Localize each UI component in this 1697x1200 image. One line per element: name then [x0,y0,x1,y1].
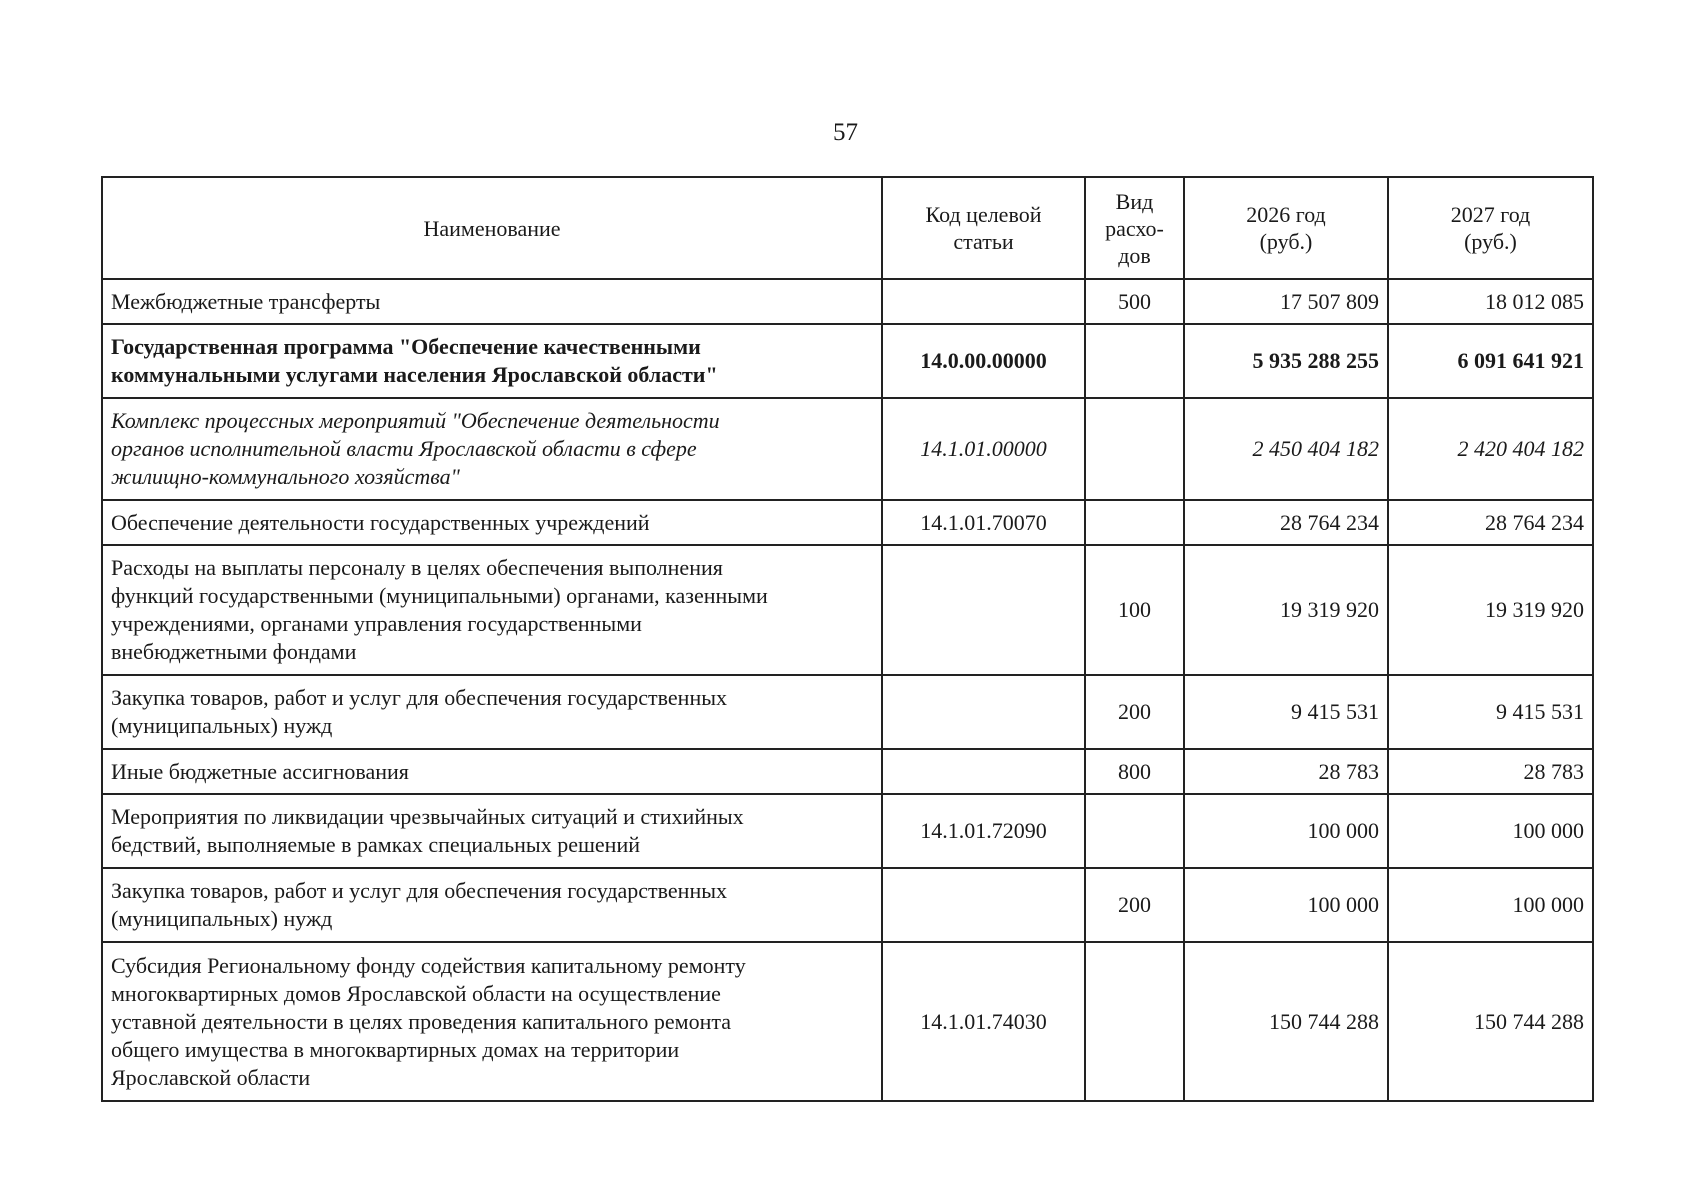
row-name: Иные бюджетные ассигнования [102,749,882,794]
row-kind [1085,942,1184,1101]
row-2026: 17 507 809 [1184,279,1388,324]
row-2026: 19 319 920 [1184,545,1388,675]
row-code [882,279,1085,324]
header-kind: Вид расхо- дов [1085,177,1184,279]
table-row [102,749,1593,794]
row-2027: 9 415 531 [1388,675,1593,749]
row-name: Субсидия Региональному фонду содействия капитальному ремонту многоквартирных домов Ярославской области на осуществление уставной деятельности в целях проведения капитального ремонта общего имущества в многоквартирных домах на территории Ярославской области [102,942,882,1101]
table-row [102,398,1593,500]
row-2027: 150 744 288 [1388,942,1593,1101]
row-code [882,868,1085,942]
row-kind: 500 [1085,279,1184,324]
row-code: 14.0.00.00000 [882,324,1085,398]
row-code: 14.1.01.70070 [882,500,1085,545]
row-code [882,675,1085,749]
table-row [102,545,1593,675]
row-code [882,749,1085,794]
row-2027: 100 000 [1388,794,1593,868]
table-row [102,868,1593,942]
header-code: Код целевой статьи [882,177,1085,279]
row-name: Мероприятия по ликвидации чрезвычайных ситуаций и стихийных бедствий, выполняемые в рамках специальных решений [102,794,882,868]
row-2027: 28 764 234 [1388,500,1593,545]
header-name: Наименование [102,177,882,279]
page-number: 57 [833,119,858,146]
row-2026: 150 744 288 [1184,942,1388,1101]
row-2027: 18 012 085 [1388,279,1593,324]
row-kind [1085,398,1184,500]
table-row [102,675,1593,749]
row-2026: 5 935 288 255 [1184,324,1388,398]
row-2026: 28 764 234 [1184,500,1388,545]
row-2026: 28 783 [1184,749,1388,794]
budget-table [101,176,1594,1102]
table-row [102,500,1593,545]
row-code: 14.1.01.00000 [882,398,1085,500]
row-2027: 19 319 920 [1388,545,1593,675]
header-year-2026: 2026 год (руб.) [1184,177,1388,279]
table-row [102,279,1593,324]
row-2026: 100 000 [1184,868,1388,942]
row-2027: 28 783 [1388,749,1593,794]
row-name: Обеспечение деятельности государственных учреждений [102,500,882,545]
row-name: Межбюджетные трансферты [102,279,882,324]
row-code [882,545,1085,675]
row-2027: 2 420 404 182 [1388,398,1593,500]
row-name: Государственная программа "Обеспечение качественными коммунальными услугами населения Ярославской области" [102,324,882,398]
row-2027: 6 091 641 921 [1388,324,1593,398]
row-code: 14.1.01.72090 [882,794,1085,868]
row-2026: 2 450 404 182 [1184,398,1388,500]
table-row [102,324,1593,398]
table-row [102,942,1593,1101]
table-row [102,794,1593,868]
row-kind [1085,794,1184,868]
row-2026: 9 415 531 [1184,675,1388,749]
row-kind [1085,324,1184,398]
row-kind: 200 [1085,868,1184,942]
row-name: Расходы на выплаты персоналу в целях обеспечения выполнения функций государственными (муниципальными) органами, казенными учреждениями, органами управления государственными внебюджетными фондами [102,545,882,675]
row-name: Закупка товаров, работ и услуг для обеспечения государственных (муниципальных) нужд [102,675,882,749]
row-2027: 100 000 [1388,868,1593,942]
row-kind: 800 [1085,749,1184,794]
row-kind: 200 [1085,675,1184,749]
table-header-row [102,177,1593,279]
header-year-2027: 2027 год (руб.) [1388,177,1593,279]
row-kind: 100 [1085,545,1184,675]
row-name: Закупка товаров, работ и услуг для обеспечения государственных (муниципальных) нужд [102,868,882,942]
row-kind [1085,500,1184,545]
row-code: 14.1.01.74030 [882,942,1085,1101]
row-2026: 100 000 [1184,794,1388,868]
row-name: Комплекс процессных мероприятий "Обеспечение деятельности органов исполнительной власти Ярославской области в сфере жилищно-коммунального хозяйства" [102,398,882,500]
